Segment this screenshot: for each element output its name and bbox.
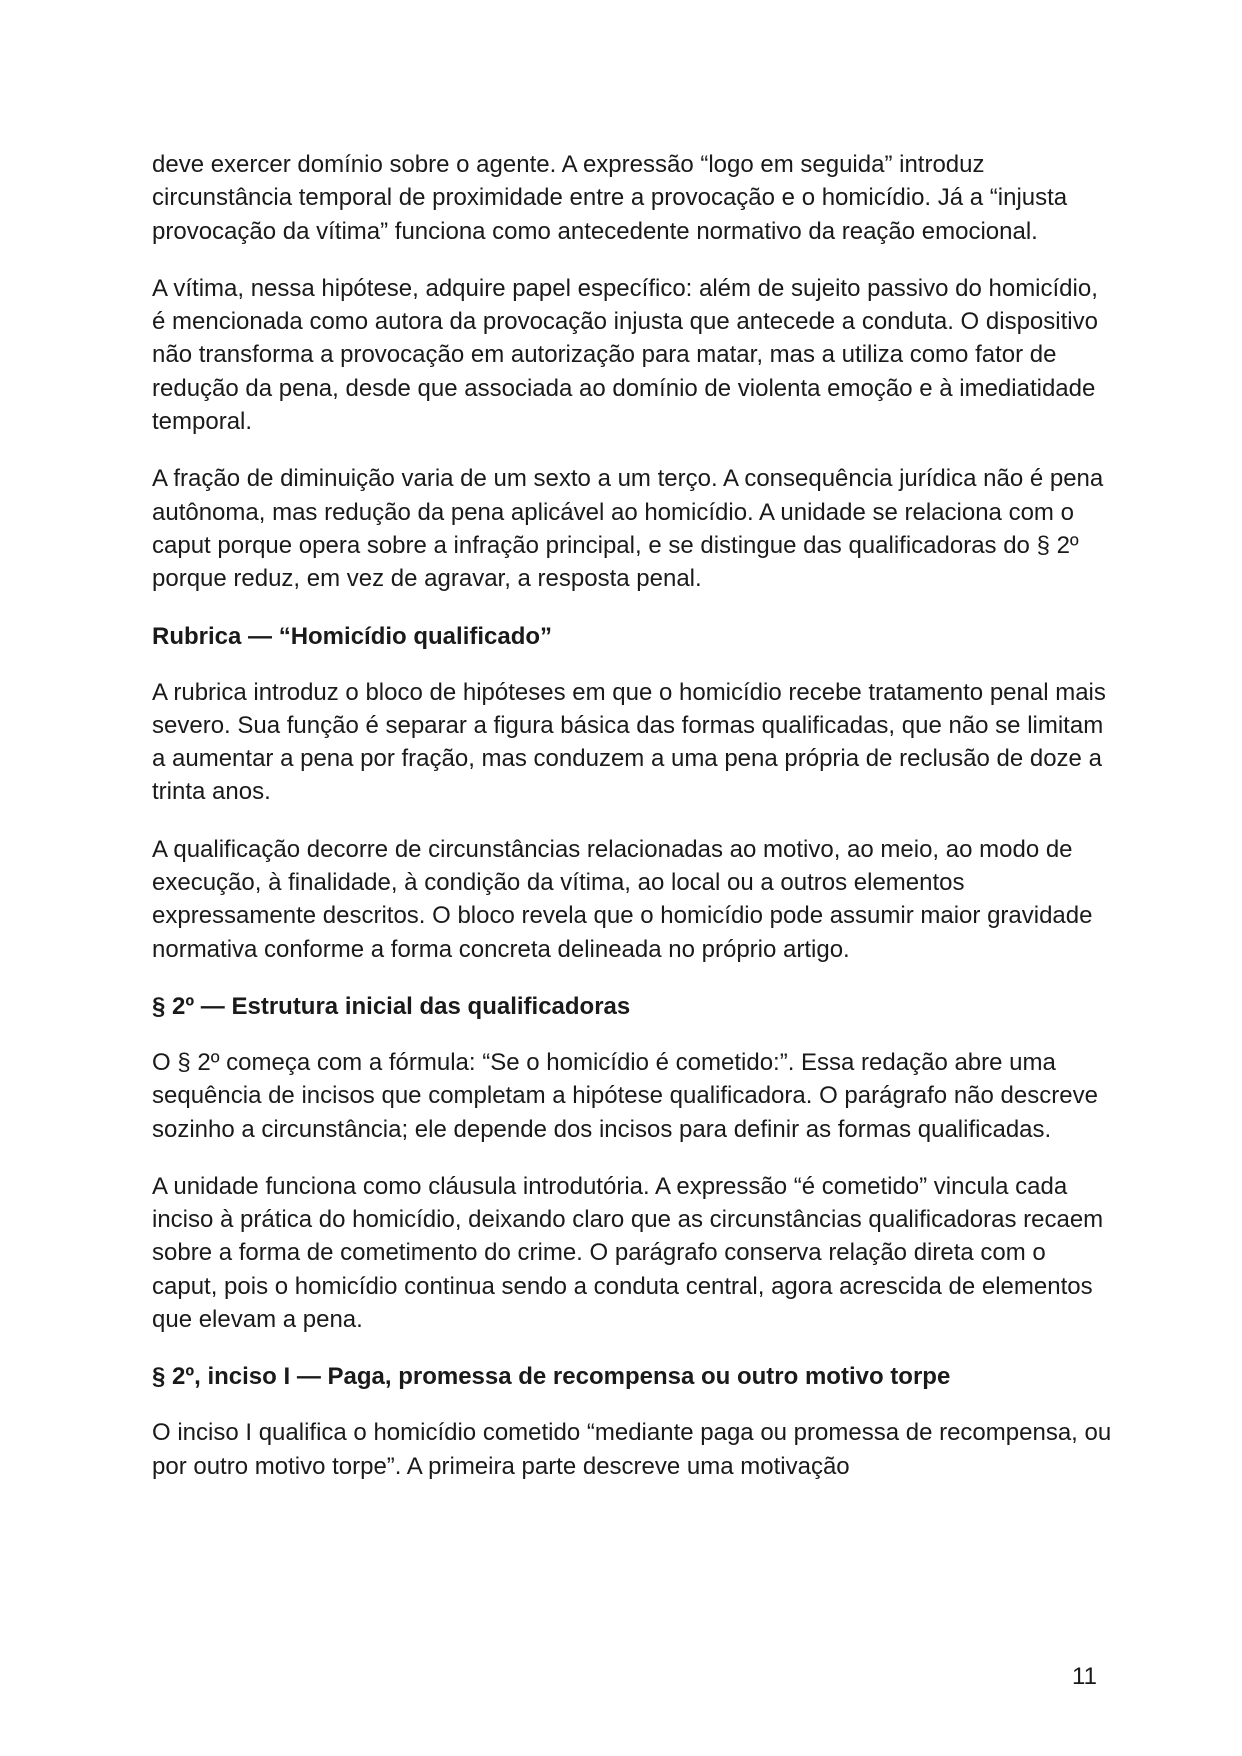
page-body [152, 148, 1112, 1507]
paragraph-4: A rubrica introduz o bloco de hipóteses em que o homicídio recebe tratamento penal mais severo. Sua função é separar a figura básica das formas qualificadas, que não se limitam a aumentar a pena por fração, mas conduzem a uma pena própria de reclusão de doze a trinta anos. [152, 678, 1106, 806]
paragraph-5: A qualificação decorre de circunstâncias relacionadas ao motivo, ao meio, ao modo de execução, à finalidade, à condição da vítima, ao local ou a outros elementos expressamente descritos. O bloco revela que o homicídio pode assumir maior gravidade normativa conforme a forma concreta delineada no próprio artigo. [152, 835, 1093, 963]
paragraph-6: O § 2º começa com a fórmula: “Se o homicídio é cometido:”. Essa redação abre uma sequência de incisos que completam a hipótese qualificadora. O parágrafo não descreve sozinho a circunstância; ele depende dos incisos para definir as formas qualificadas. [152, 1048, 1098, 1143]
paragraph-8: O inciso I qualifica o homicídio cometido “mediante paga ou promessa de recompensa, ou por outro motivo torpe”. A primeira parte descreve uma motivação [152, 1419, 1112, 1480]
paragraph-2: A vítima, nessa hipótese, adquire papel específico: além de sujeito passivo do homicídio, é mencionada como autora da provocação injusta que antecede a conduta. O dispositivo não transforma a provocação em autorização para matar, mas a utiliza como fator de redução da pena, desde que associada ao domínio de violenta emoção e à imediatidade temporal. [152, 274, 1098, 436]
section-heading-paragrafo-2: § 2º — Estrutura inicial das qualificadoras [152, 992, 631, 1020]
section-heading-inciso-1: § 2º, inciso I — Paga, promessa de recompensa ou outro motivo torpe [152, 1363, 951, 1391]
paragraph-1: deve exercer domínio sobre o agente. A expressão “logo em seguida” introduz circunstância temporal de proximidade entre a provocação e o homicídio. Já a “injusta provocação da vítima” funciona como antecedente normativo da reação emocional. [152, 151, 1068, 245]
page-number: 11 [1072, 1663, 1097, 1690]
paragraph-3: A fração de diminuição varia de um sexto a um terço. A consequência jurídica não é pena autônoma, mas redução da pena aplicável ao homicídio. A unidade se relaciona com o caput porque opera sobre a infração principal, e se distingue das qualificadoras do § 2º porque reduz, em vez de agravar, a resposta penal. [152, 465, 1104, 593]
section-heading-rubrica: Rubrica — “Homicídio qualificado” [152, 622, 553, 650]
paragraph-7: A unidade funciona como cláusula introdutória. A expressão “é cometido” vincula cada inciso à prática do homicídio, deixando claro que as circunstâncias qualificadoras recaem sobre a forma de cometimento do crime. O parágrafo conserva relação direta com o caput, pois o homicídio continua sendo a conduta central, agora acrescida de elementos que elevam a pena. [152, 1172, 1104, 1334]
